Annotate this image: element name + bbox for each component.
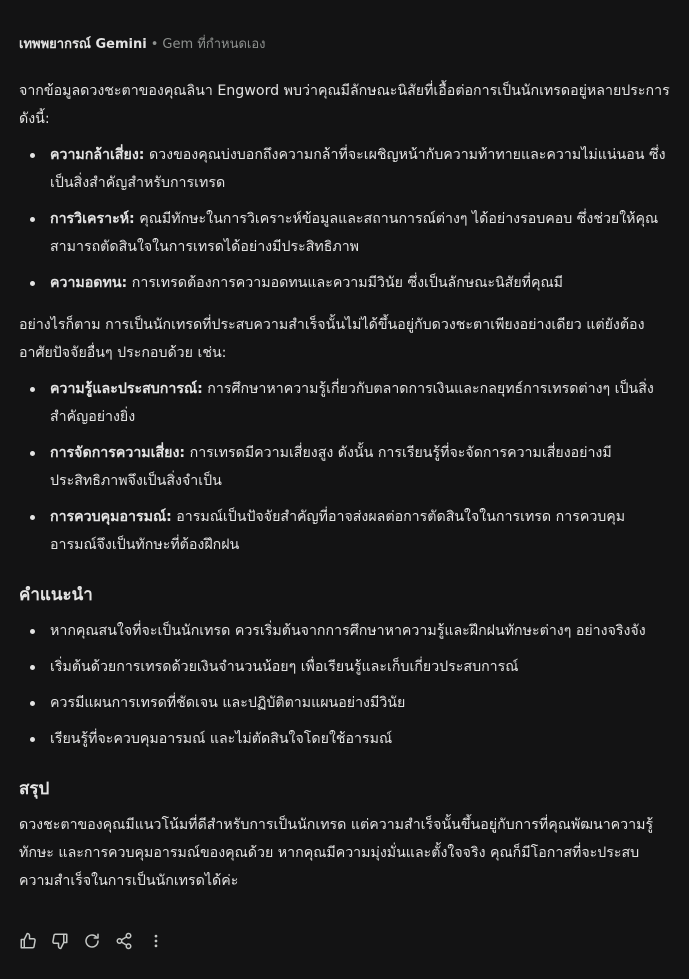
list-item: หากคุณสนใจที่จะเป็นนักเทรด ควรเริ่มต้นจากการศึกษาหาความรู้และฝึกฝนทักษะต่างๆ อย่างจริงจัง — [19, 617, 671, 645]
gem-name[interactable]: เทพพยากรณ์ Gemini — [19, 37, 147, 52]
list-item-title: การควบคุมอารมณ์: — [50, 509, 172, 525]
list-item — [19, 503, 671, 559]
list-item-text: การศึกษาหาความรู้เกี่ยวกับตลาดการเงินและกลยุทธ์การเทรดต่างๆ เป็นสิ่งสำคัญอย่างยิ่ง — [50, 381, 654, 425]
list-item: เริ่มต้นด้วยการเทรดด้วยเงินจำนวนน้อยๆ เพื่อเรียนรู้และเก็บเกี่ยวประสบการณ์ — [19, 653, 671, 681]
more-options-button[interactable] — [145, 930, 167, 952]
traits-list — [19, 141, 671, 297]
response-content — [19, 77, 671, 895]
list-item-title: การวิเคราะห์: — [50, 211, 135, 227]
thumb-down-button[interactable] — [49, 930, 71, 952]
thumb-up-icon — [19, 932, 37, 950]
list-item-text: อารมณ์เป็นปัจจัยสำคัญที่อาจส่งผลต่อการตัดสินใจในการเทรด การควบคุมอารมณ์จึงเป็นทักษะที่ต้องฝึกฝน — [50, 509, 626, 553]
header-separator: • — [150, 37, 159, 52]
more-vert-icon — [147, 932, 165, 950]
list-item-title: ความรู้และประสบการณ์: — [50, 381, 203, 397]
list-item-text: คุณมีทักษะในการวิเคราะห์ข้อมูลและสถานการณ์ต่างๆ ได้อย่างรอบคอบ ซึ่งช่วยให้คุณสามารถตัดสินใจในการเทรดได้อย่างมีประสิทธิภาพ — [50, 211, 659, 255]
share-icon — [115, 932, 133, 950]
regenerate-icon — [83, 932, 101, 950]
thumb-down-icon — [51, 932, 69, 950]
gem-type-label: Gem ที่กำหนดเอง — [162, 37, 266, 52]
list-item — [19, 141, 671, 197]
advice-heading: คำแนะนำ — [19, 585, 93, 605]
advice-list — [19, 617, 671, 753]
list-item-text: การเทรดมีความเสี่ยงสูง ดังนั้น การเรียนรู้ที่จะจัดการความเสี่ยงอย่างมีประสิทธิภาพจึงเป็นสิ่งจำเป็น — [50, 445, 612, 489]
list-item — [19, 205, 671, 261]
list-item — [19, 269, 671, 297]
factors-list — [19, 375, 671, 559]
list-item: เรียนรู้ที่จะควบคุมอารมณ์ และไม่ตัดสินใจโดยใช้อารมณ์ — [19, 725, 671, 753]
response-actions — [17, 929, 177, 953]
middle-paragraph: อย่างไรก็ตาม การเป็นนักเทรดที่ประสบความสำเร็จนั้นไม่ได้ขึ้นอยู่กับดวงชะตาเพียงอย่างเดียว แต่ยังต้องอาศัยปัจจัยอื่นๆ ประกอบด้วย เช่น: — [19, 317, 645, 361]
list-item: ควรมีแผนการเทรดที่ชัดเจน และปฏิบัติตามแผนอย่างมีวินัย — [19, 689, 671, 717]
list-item-title: ความอดทน: — [50, 275, 128, 291]
list-item — [19, 375, 671, 431]
summary-heading: สรุป — [19, 779, 50, 799]
share-button[interactable] — [113, 930, 135, 952]
list-item-title: การจัดการความเสี่ยง: — [50, 445, 186, 461]
response-header — [19, 36, 266, 54]
thumb-up-button[interactable] — [17, 930, 39, 952]
list-item — [19, 439, 671, 495]
list-item-text: การเทรดต้องการความอดทนและความมีวินัย ซึ่งเป็นลักษณะนิสัยที่คุณมี — [127, 275, 564, 291]
list-item-title: ความกล้าเสี่ยง: — [50, 147, 145, 163]
summary-paragraph: ดวงชะตาของคุณมีแนวโน้มที่ดีสำหรับการเป็นนักเทรด แต่ความสำเร็จนั้นขึ้นอยู่กับการที่คุณพัฒนาความรู้ ทักษะ และการควบคุมอารมณ์ของคุณด้วย หากคุณมีความมุ่งมั่นและตั้งใจจริง คุณก็มีโอกาสที่จะประสบความสำเร็จในการเป็นนักเทรดได้ค่ะ — [19, 817, 654, 889]
regenerate-button[interactable] — [81, 930, 103, 952]
intro-paragraph: จากข้อมูลดวงชะตาของคุณลินา Engword พบว่าคุณมีลักษณะนิสัยที่เอื้อต่อการเป็นนักเทรดอยู่หลายประการ ดังนี้: — [19, 83, 670, 127]
list-item-text: ดวงของคุณบ่งบอกถึงความกล้าที่จะเผชิญหน้ากับความท้าทายและความไม่แน่นอน ซึ่งเป็นสิ่งสำคัญสำหรับการเทรด — [50, 147, 666, 191]
